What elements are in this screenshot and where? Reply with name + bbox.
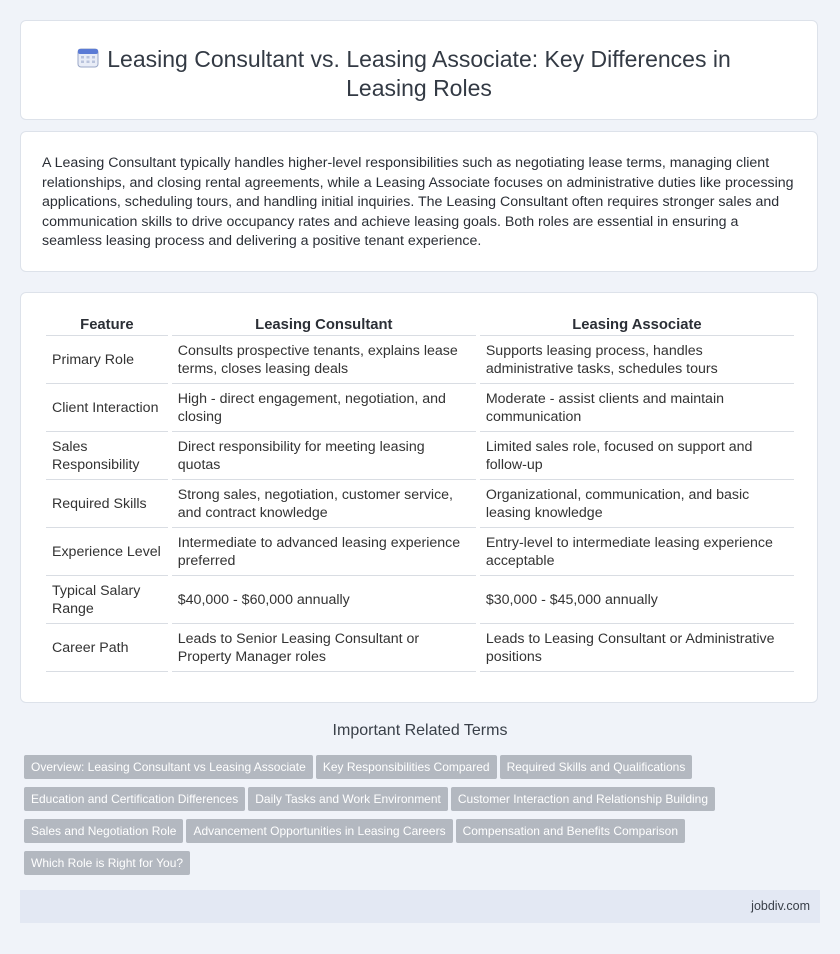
footer bbox=[20, 890, 820, 923]
associate-cell: Limited sales role, focused on support and follow-up bbox=[480, 432, 794, 480]
header-leasing-associate: Leasing Associate bbox=[480, 315, 794, 336]
table-row bbox=[46, 432, 794, 480]
feature-cell: Career Path bbox=[46, 624, 168, 672]
consultant-cell: $40,000 - $60,000 annually bbox=[172, 576, 476, 624]
page-title: Leasing Consultant vs. Leasing Associate: Key Differences in Leasing Roles bbox=[107, 46, 731, 101]
table-header-row bbox=[46, 315, 794, 336]
table-row bbox=[46, 576, 794, 624]
associate-cell: Organizational, communication, and basic leasing knowledge bbox=[480, 480, 794, 528]
feature-cell: Primary Role bbox=[46, 336, 168, 384]
summary-text: A Leasing Consultant typically handles higher-level responsibilities such as negotiating lease terms, managing client relationships, and closing rental agreements, while a Leasing Associate focuses on administrative duties like processing applications, scheduling tours, and handling initial inquiries. The Leasing Consultant often requires stronger sales and communication skills to drive occupancy rates and achieve leasing goals. Both roles are essential in ensuring a seamless leasing process and delivering a positive tenant experience. bbox=[42, 155, 794, 250]
table-row bbox=[46, 384, 794, 432]
header-feature: Feature bbox=[46, 315, 168, 336]
feature-cell: Experience Level bbox=[46, 528, 168, 576]
consultant-cell: Intermediate to advanced leasing experience preferred bbox=[172, 528, 476, 576]
table-row bbox=[46, 528, 794, 576]
related-term-tag[interactable]: Sales and Negotiation Role bbox=[24, 819, 183, 843]
associate-cell: Leads to Leasing Consultant or Administrative positions bbox=[480, 624, 794, 672]
consultant-cell: Direct responsibility for meeting leasing quotas bbox=[172, 432, 476, 480]
feature-cell: Sales Responsibility bbox=[46, 432, 168, 480]
consultant-cell: Strong sales, negotiation, customer service, and contract knowledge bbox=[172, 480, 476, 528]
related-term-tag[interactable]: Customer Interaction and Relationship Building bbox=[451, 787, 715, 811]
related-term-tag[interactable]: Education and Certification Differences bbox=[24, 787, 245, 811]
related-terms-list bbox=[24, 755, 804, 883]
associate-cell: Supports leasing process, handles administrative tasks, schedules tours bbox=[480, 336, 794, 384]
related-term-tag[interactable]: Daily Tasks and Work Environment bbox=[248, 787, 448, 811]
table-row bbox=[46, 480, 794, 528]
associate-cell: $30,000 - $45,000 annually bbox=[480, 576, 794, 624]
consultant-cell: Consults prospective tenants, explains lease terms, closes leasing deals bbox=[172, 336, 476, 384]
title-card bbox=[20, 20, 818, 120]
related-term-tag[interactable]: Overview: Leasing Consultant vs Leasing Associate bbox=[24, 755, 313, 779]
feature-cell: Client Interaction bbox=[46, 384, 168, 432]
associate-cell: Entry-level to intermediate leasing experience acceptable bbox=[480, 528, 794, 576]
footer-site-link[interactable]: jobdiv.com bbox=[751, 899, 810, 913]
related-term-tag[interactable]: Compensation and Benefits Comparison bbox=[456, 819, 685, 843]
related-term-tag[interactable]: Which Role is Right for You? bbox=[24, 851, 190, 875]
consultant-cell: Leads to Senior Leasing Consultant or Property Manager roles bbox=[172, 624, 476, 672]
consultant-cell: High - direct engagement, negotiation, and closing bbox=[172, 384, 476, 432]
summary-card bbox=[20, 131, 818, 272]
related-term-tag[interactable]: Advancement Opportunities in Leasing Careers bbox=[186, 819, 452, 843]
feature-cell: Typical Salary Range bbox=[46, 576, 168, 624]
table-row bbox=[46, 624, 794, 672]
related-term-tag[interactable]: Key Responsibilities Compared bbox=[316, 755, 497, 779]
comparison-table bbox=[42, 315, 798, 672]
associate-cell: Moderate - assist clients and maintain communication bbox=[480, 384, 794, 432]
comparison-card bbox=[20, 292, 818, 703]
header-leasing-consultant: Leasing Consultant bbox=[172, 315, 476, 336]
related-term-tag[interactable]: Required Skills and Qualifications bbox=[500, 755, 693, 779]
table-row bbox=[46, 336, 794, 384]
feature-cell: Required Skills bbox=[46, 480, 168, 528]
related-terms-heading: Important Related Terms bbox=[332, 722, 508, 739]
